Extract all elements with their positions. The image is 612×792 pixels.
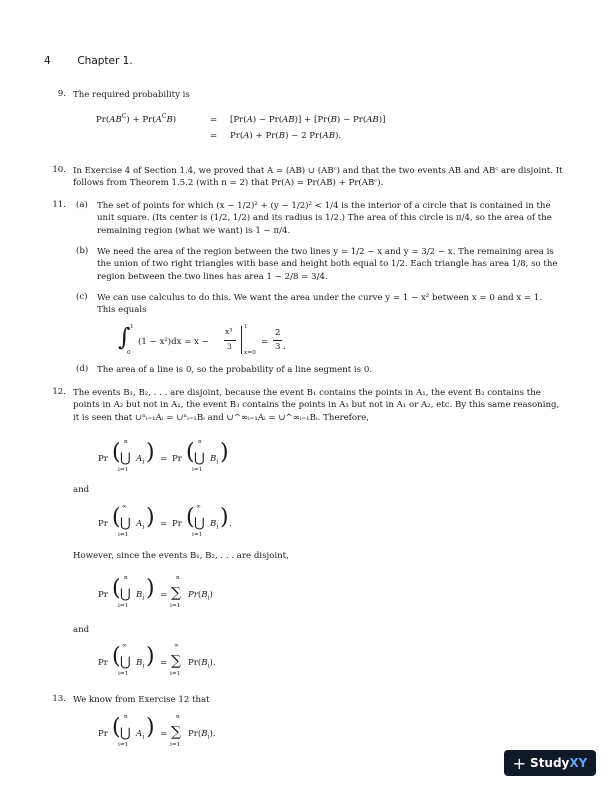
item-11b-label: (b) (76, 246, 89, 256)
result-period: . (283, 342, 286, 352)
eq12c-i1-2: i=1 (170, 603, 181, 609)
item-9-number: 9. (57, 89, 66, 99)
eq12d-inf-1: ∞ (122, 643, 127, 649)
item-12-text: The events B₁, B₂, . . . are disjoint, because the event B₁ contains the points in A₁, the event B₂ contains the points in A₂ but not in A₁, the event B₃ contains the points in A₃ but not in A₁ or A₂, etc. By this same reasoning, it is seen that ∪ⁿᵢ₌₁Aᵢ = ∪ⁿᵢ₌₁Bᵢ and ∪^∞ᵢ₌₁Aᵢ = ∪^∞ᵢ₌₁Bᵢ. Therefore, (73, 388, 560, 423)
eq13-paren-close: ) (146, 715, 155, 740)
eq12d-B: $B_i$ (136, 658, 145, 670)
integral-body: (1 − x²)dx = x − (138, 337, 209, 347)
eq13-sum: ∑ (171, 724, 181, 740)
eq12b-inf-2: ∞ (196, 504, 201, 510)
item-11a-text: The set of points for which (x − 1/2)² + (y − 1/2)² < 1/4 is the interior of a circle that is contained in the unit square. (Its center is (1/2, 1/2) and its radius is 1/2.) The area of this circle is π/4, so the area of the remaining region (what we want) is 1 − π/4. (97, 201, 552, 236)
fraction-bar-x3 (224, 340, 236, 341)
eq12b-eq: = (160, 519, 168, 529)
chapter-title: Chapter 1. (77, 55, 133, 67)
eq12a-union-1: ⋃ (120, 451, 131, 466)
item-10-text: In Exercise 4 of Section 1.4, we proved that A = (AB) ∪ (ABᶜ) and that the two events AB and ABᶜ are disjoint. It follows from Theorem 1.5.2 (with n = 2) that Pr(A) = Pr(AB) + Pr(ABᶜ). (73, 166, 563, 189)
item-11-number: 11. (52, 200, 66, 210)
eq12b-pr-1: Pr (98, 519, 108, 529)
integral-3: 3 (227, 342, 232, 351)
page-header (44, 55, 133, 67)
eq12d-sum: ∑ (171, 653, 181, 669)
eq12b-i1-1: i=1 (118, 532, 129, 538)
eq12a-A-1: $A_i$ (136, 454, 145, 466)
eq12a-i1-1: i=1 (118, 467, 129, 473)
integral-equals: = (261, 337, 269, 347)
eval-lower: x=0 (244, 350, 256, 356)
eq12b-paren-open-1: ( (112, 505, 121, 530)
eq13-i1-2: i=1 (170, 742, 181, 748)
eq12a-n-1: n (124, 439, 128, 445)
integral-lower: 0 (127, 350, 131, 356)
eq12c-pr-b: $Pr(B_i)$ (188, 590, 213, 602)
integral-upper: 1 (130, 324, 134, 330)
item-12-and-2: and (73, 625, 90, 635)
eq12b-paren-open-2: ( (186, 505, 195, 530)
eq13-eq: = (160, 729, 168, 739)
eq12d-i1-1: i=1 (118, 671, 129, 677)
item-11b-text: We need the area of the region between the two lines y = 1/2 − x and y = 3/2 − x. The remaining area is the union of two right triangles with base and height both equal to 1/2. Each triangle has area 1/8, so the region between the two lines has area 1 − 2/8 = 3/4. (97, 247, 558, 282)
plus-icon: + (512, 753, 527, 773)
eq12c-sum: ∑ (171, 585, 181, 601)
item-13-text: We know from Exercise 12 that (73, 695, 210, 705)
evaluation-bar (241, 326, 242, 354)
eq12d-union: ⋃ (120, 655, 131, 670)
eq12b-inf-1: ∞ (122, 504, 127, 510)
eq9-equals-2: = (210, 131, 218, 141)
eq12b-union-2: ⋃ (194, 516, 205, 531)
eq12c-n-2: n (176, 575, 180, 581)
eq12b-B-2: $B_i$ (210, 519, 219, 531)
item-10-number: 10. (52, 165, 66, 175)
eq12a-pr-2: Pr (172, 454, 182, 464)
item-12-number: 12. (52, 387, 66, 397)
logo-text-accent: XY (569, 756, 588, 770)
eq12c-B: $B_i$ (136, 590, 145, 602)
eq12a-union-2: ⋃ (194, 451, 205, 466)
eq12d-inf-2: ∞ (174, 643, 179, 649)
item-12-however: However, since the events B₁, B₂, . . . are disjoint, (73, 551, 289, 561)
eq13-i1-1: i=1 (118, 742, 129, 748)
eq12b-paren-close-1: ) (146, 505, 155, 530)
eq12c-eq: = (160, 590, 168, 600)
eq13-n-1: n (124, 714, 128, 720)
eq12b-union-1: ⋃ (120, 516, 131, 531)
eq12a-i1-2: i=1 (192, 467, 203, 473)
integral-x3: x³ (225, 327, 233, 336)
eq13-pr-b: $Pr(B_i)$. (188, 729, 216, 741)
eq12c-pr: Pr (98, 590, 108, 600)
eq13-A: $A_i$ (136, 729, 145, 741)
eq12a-B-2: $B_i$ (210, 454, 219, 466)
eq12b-period: . (229, 519, 232, 529)
eq12b-pr-2: Pr (172, 519, 182, 529)
item-11a-label: (a) (76, 200, 88, 210)
eq12d-i1-2: i=1 (170, 671, 181, 677)
eq12b-paren-close-2: ) (220, 505, 229, 530)
item-11d-text: The area of a line is 0, so the probability of a line segment is 0. (97, 365, 373, 375)
result-den: 3 (275, 342, 281, 352)
eq13-pr: Pr (98, 729, 108, 739)
eq12a-eq: = (160, 454, 168, 464)
eval-upper: 1 (244, 324, 248, 330)
eq12c-i1-1: i=1 (118, 603, 129, 609)
item-11c-text: We can use calculus to do this. We want the area under the curve y = 1 − x² between x = 0 and x = 1. This equals (97, 293, 543, 316)
integral-sign: ∫ (118, 323, 131, 351)
logo-text-main: Study (530, 756, 570, 770)
eq12a-paren-open-2: ( (186, 440, 195, 465)
item-12-and-1: and (73, 485, 90, 495)
eq12a-paren-open-1: ( (112, 440, 121, 465)
eq12a-pr-1: Pr (98, 454, 108, 464)
eq12c-union: ⋃ (120, 587, 131, 602)
eq12d-paren-open: ( (112, 644, 121, 669)
eq12b-A-1: $A_i$ (136, 519, 145, 531)
item-9-text: The required probability is (73, 90, 190, 100)
eq12a-paren-close-1: ) (146, 440, 155, 465)
eq13-n-2: n (176, 714, 180, 720)
page-number: 4 (44, 55, 51, 67)
eq13-paren-open: ( (112, 715, 121, 740)
eq12d-pr: Pr (98, 658, 108, 668)
eq9-rhs-1: [Pr(A) − Pr(AB)] + [Pr(B) − Pr(AB)] (230, 115, 386, 125)
eq12a-n-2: n (198, 439, 202, 445)
eq12d-eq: = (160, 658, 168, 668)
eq13-union: ⋃ (120, 726, 131, 741)
item-13-number: 13. (52, 694, 66, 704)
eq12c-n-1: n (124, 575, 128, 581)
eq12a-paren-close-2: ) (220, 440, 229, 465)
item-11d-label: (d) (76, 364, 89, 374)
eq12d-paren-close: ) (146, 644, 155, 669)
eq12c-paren-open: ( (112, 576, 121, 601)
eq12b-i1-2: i=1 (192, 532, 203, 538)
eq9-lhs: $Pr(AB^C) + Pr(A^CB)$ (96, 113, 177, 125)
eq9-rhs-2: Pr(A) + Pr(B) − 2 Pr(AB). (230, 131, 342, 141)
eq12c-paren-close: ) (146, 576, 155, 601)
fraction-bar-result (273, 340, 282, 341)
item-11c-label: (c) (76, 292, 88, 302)
eq12d-pr-b: $Pr(B_i)$. (188, 658, 216, 670)
eq9-equals-1: = (210, 115, 218, 125)
result-num: 2 (275, 328, 281, 338)
studyxy-logo[interactable] (504, 750, 596, 776)
